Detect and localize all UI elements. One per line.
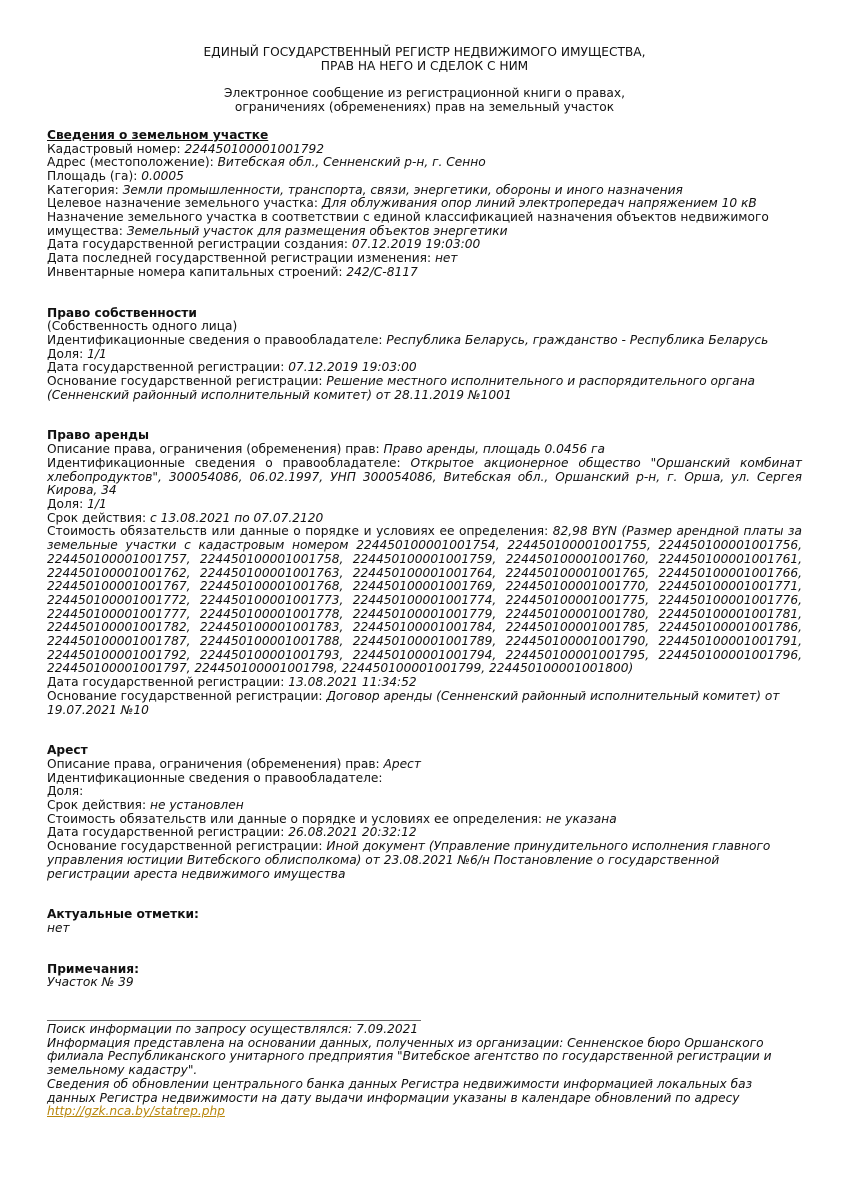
field-label: Описание права, ограничения (обременения) прав: <box>47 442 384 457</box>
field-value: 07.12.2019 19:03:00 <box>351 237 481 252</box>
subtitle-line-2: ограничениях (обременениях) прав на земельный участок <box>234 100 615 115</box>
footer-search-date: Поиск информации по запросу осуществлялся: 7.09.2021 <box>47 1022 419 1037</box>
field-right-description <box>47 443 802 457</box>
field-value: нет <box>434 251 458 266</box>
field-label: Доля: <box>47 784 84 799</box>
field-creation-date <box>47 238 802 252</box>
field-value: Для облуживания опор линий электропередач напряжением 10 кВ <box>321 196 757 211</box>
document-subtitle <box>47 87 802 114</box>
notes-value: Участок № 39 <box>47 975 134 990</box>
field-label: Адрес (местоположение): <box>47 155 218 170</box>
field-value: 0.0005 <box>141 168 184 183</box>
title-line-1: ЕДИНЫЙ ГОСУДАРСТВЕННЫЙ РЕГИСТР НЕДВИЖИМОГО ИМУЩЕСТВА, <box>203 45 646 59</box>
field-value: Иной документ (Управление принудительного исполнения главного управления юстиции Витебского облисполкома) от 23.08.2021 №6/н Постановление о государственной регистрации ареста недвижимого имущества <box>47 839 771 881</box>
field-value: Решение местного исполнительного и распорядительного органа (Сенненский районный исполнительный комитет) от 28.11.2019 №1001 <box>47 374 756 402</box>
field-rightholder <box>47 334 802 348</box>
field-value: Договор аренды (Сенненский районный исполнительный комитет) от 19.07.2021 №10 <box>47 688 780 717</box>
field-label: Основание государственной регистрации: <box>47 688 327 703</box>
field-value: не установлен <box>150 798 244 813</box>
field-value: 1/1 <box>87 496 107 511</box>
spacer <box>47 936 802 963</box>
field-label: Стоимость обязательств или данные о порядке и условиях ее определения: <box>47 811 546 826</box>
section-notes <box>47 963 802 990</box>
field-rightholder <box>47 772 802 786</box>
field-label: Инвентарные номера капитальных строений: <box>47 264 347 279</box>
field-classification <box>47 211 802 238</box>
field-value: Арест <box>383 756 421 771</box>
section-lease <box>47 429 802 717</box>
section-heading-arrest: Арест <box>47 743 88 758</box>
field-label: Дата государственной регистрации: <box>47 825 289 840</box>
document-page <box>47 46 802 1119</box>
field-value: Земли промышленности, транспорта, связи, энергетики, обороны и иного назначения <box>122 182 683 197</box>
field-value: 242/С-8117 <box>346 264 418 279</box>
field-label: Кадастровый номер: <box>47 141 185 156</box>
spacer <box>47 280 802 307</box>
document-title <box>47 46 802 73</box>
section-land-parcel <box>47 129 802 280</box>
section-heading-marks: Актуальные отметки: <box>47 907 199 922</box>
field-label: Идентификационные сведения о правообладателе: <box>47 332 387 347</box>
field-label: Площадь (га): <box>47 168 142 183</box>
field-label: Дата последней государственной регистрации изменения: <box>47 251 435 266</box>
field-share <box>47 498 802 512</box>
spacer <box>47 881 802 908</box>
section-heading-ownership: Право собственности <box>47 305 197 320</box>
field-label: Категория: <box>47 182 123 197</box>
field-label: Доля: <box>47 496 88 511</box>
section-arrest <box>47 744 802 881</box>
section-heading-notes: Примечания: <box>47 961 139 976</box>
field-registration-date <box>47 361 802 375</box>
field-cost <box>47 813 802 827</box>
field-value: Земельный участок для размещения объектов энергетики <box>126 223 508 238</box>
spacer <box>47 717 802 744</box>
field-share <box>47 348 802 362</box>
field-label: Дата государственной регистрации создания: <box>47 237 352 252</box>
field-value: Открытое акционерное общество "Оршанский комбинат хлебопродуктов", 300054086, 06.02.1997, УНП 300054086, Витебская обл., Оршанский р-н, г. Орша, ул. Сергея Кирова, 34 <box>47 455 802 498</box>
field-value: не указана <box>545 811 617 826</box>
field-address <box>47 156 802 170</box>
field-value: 26.08.2021 20:32:12 <box>288 825 417 840</box>
field-value: 13.08.2021 11:34:52 <box>288 675 417 690</box>
field-registration-date <box>47 676 802 690</box>
field-label: Доля: <box>47 346 88 361</box>
field-inventory-numbers <box>47 266 802 280</box>
field-label: Основание государственной регистрации: <box>47 374 327 389</box>
field-value: Витебская обл., Сенненский р-н, г. Сенно <box>217 155 486 170</box>
field-registration-basis <box>47 375 802 402</box>
field-label: Стоимость обязательств или данные о порядке и условиях ее определения: <box>47 524 553 539</box>
field-value: Республика Беларусь, гражданство - Республика Беларусь <box>386 332 769 347</box>
field-validity <box>47 512 802 526</box>
field-value: Право аренды, площадь 0.0456 га <box>383 442 605 457</box>
field-label: Дата государственной регистрации: <box>47 360 289 375</box>
field-cadastral-number <box>47 143 802 157</box>
field-validity <box>47 799 802 813</box>
footer-source: Информация представлена на основании данных, полученных из организации: Сенненское бюро Оршанского филиала Республиканского унитарного предприятия "Витебское агентство по государственной регистрации и земельному кадастру". <box>47 1035 772 1078</box>
field-area <box>47 170 802 184</box>
field-label: Срок действия: <box>47 510 150 525</box>
field-share <box>47 785 802 799</box>
marks-value: нет <box>47 920 70 935</box>
footer-divider <box>47 1020 421 1021</box>
field-label: Целевое назначение земельного участка: <box>47 196 322 211</box>
field-label: Дата государственной регистрации: <box>47 675 289 690</box>
footer <box>47 1023 802 1119</box>
title-line-2: ПРАВ НА НЕГО И СДЕЛОК С НИМ <box>320 58 529 73</box>
field-value: 82,98 BYN (Размер арендной платы за земельные участки с кадастровым номером 224450100001001754, 224450100001001755, 224450100001001756, 224450100001001757, 224450100001001758, 224450100001001759, 224450100001001760, 224450100001001761, 224450100001001762, 224450100001001763, 224450100001001764, 224450100001001765, 224450100001001766, 224450100001001767, 224450100001001768, 224450100001001769, 224450100001001770, 224450100001001771, 224450100001001772, 224450100001001773, 224450100001001774, 224450100001001775, 224450100001001776, 224450100001001777, 224450100001001778, 224450100001001779, 224450100001001780, 224450100001001781, 224450100001001782, 224450100001001783, 224450100001001784, 224450100001001785, 224450100001001786, 224450100001001787, 224450100001001788, 224450100001001789, 224450100001001790, 224450100001001791, 224450100001001792, 224450100001001793, 224450100001001794, 224450100001001795, 224450100001001796, 224450100001001797, 224450100001001798, 224450100001001799, 224450100001001800) <box>47 524 802 676</box>
section-ownership <box>47 307 802 403</box>
field-rightholder <box>47 457 802 498</box>
field-value: 224450100001001792 <box>184 141 325 156</box>
field-registration-date <box>47 826 802 840</box>
field-registration-basis <box>47 690 802 717</box>
field-purpose <box>47 197 802 211</box>
field-category <box>47 184 802 198</box>
section-heading-lease: Право аренды <box>47 428 149 443</box>
statrep-link[interactable]: http://gzk.nca.by/statrep.php <box>47 1104 225 1119</box>
field-value: с 13.08.2021 по 07.07.2120 <box>150 510 324 525</box>
section-heading-land: Сведения о земельном участке <box>47 127 269 142</box>
field-label: Идентификационные сведения о правообладателе: <box>47 455 411 470</box>
field-value: 1/1 <box>87 346 107 361</box>
footer-update-info: Сведения об обновлении центрального банка данных Регистра недвижимости информацией локальных баз данных Регистра недвижимости на дату выдачи информации указаны в календаре обновлений по адресу <box>47 1076 753 1105</box>
field-label: Описание права, ограничения (обременения) прав: <box>47 756 384 771</box>
field-cost <box>47 525 802 676</box>
field-label: Назначение земельного участка в соответствии с единой классификацией назначения объектов недвижимого имущества: <box>47 210 769 238</box>
field-registration-basis <box>47 840 802 881</box>
field-label: Идентификационные сведения о правообладателе: <box>47 770 383 785</box>
field-right-description <box>47 758 802 772</box>
section-actual-marks <box>47 908 802 935</box>
spacer <box>47 402 802 429</box>
field-label: Основание государственной регистрации: <box>47 839 327 854</box>
field-label: Срок действия: <box>47 798 150 813</box>
subtitle-line-1: Электронное сообщение из регистрационной книги о правах, <box>224 86 625 101</box>
field-last-change-date <box>47 252 802 266</box>
field-value: 07.12.2019 19:03:00 <box>288 360 417 375</box>
ownership-note: (Собственность одного лица) <box>47 319 238 334</box>
